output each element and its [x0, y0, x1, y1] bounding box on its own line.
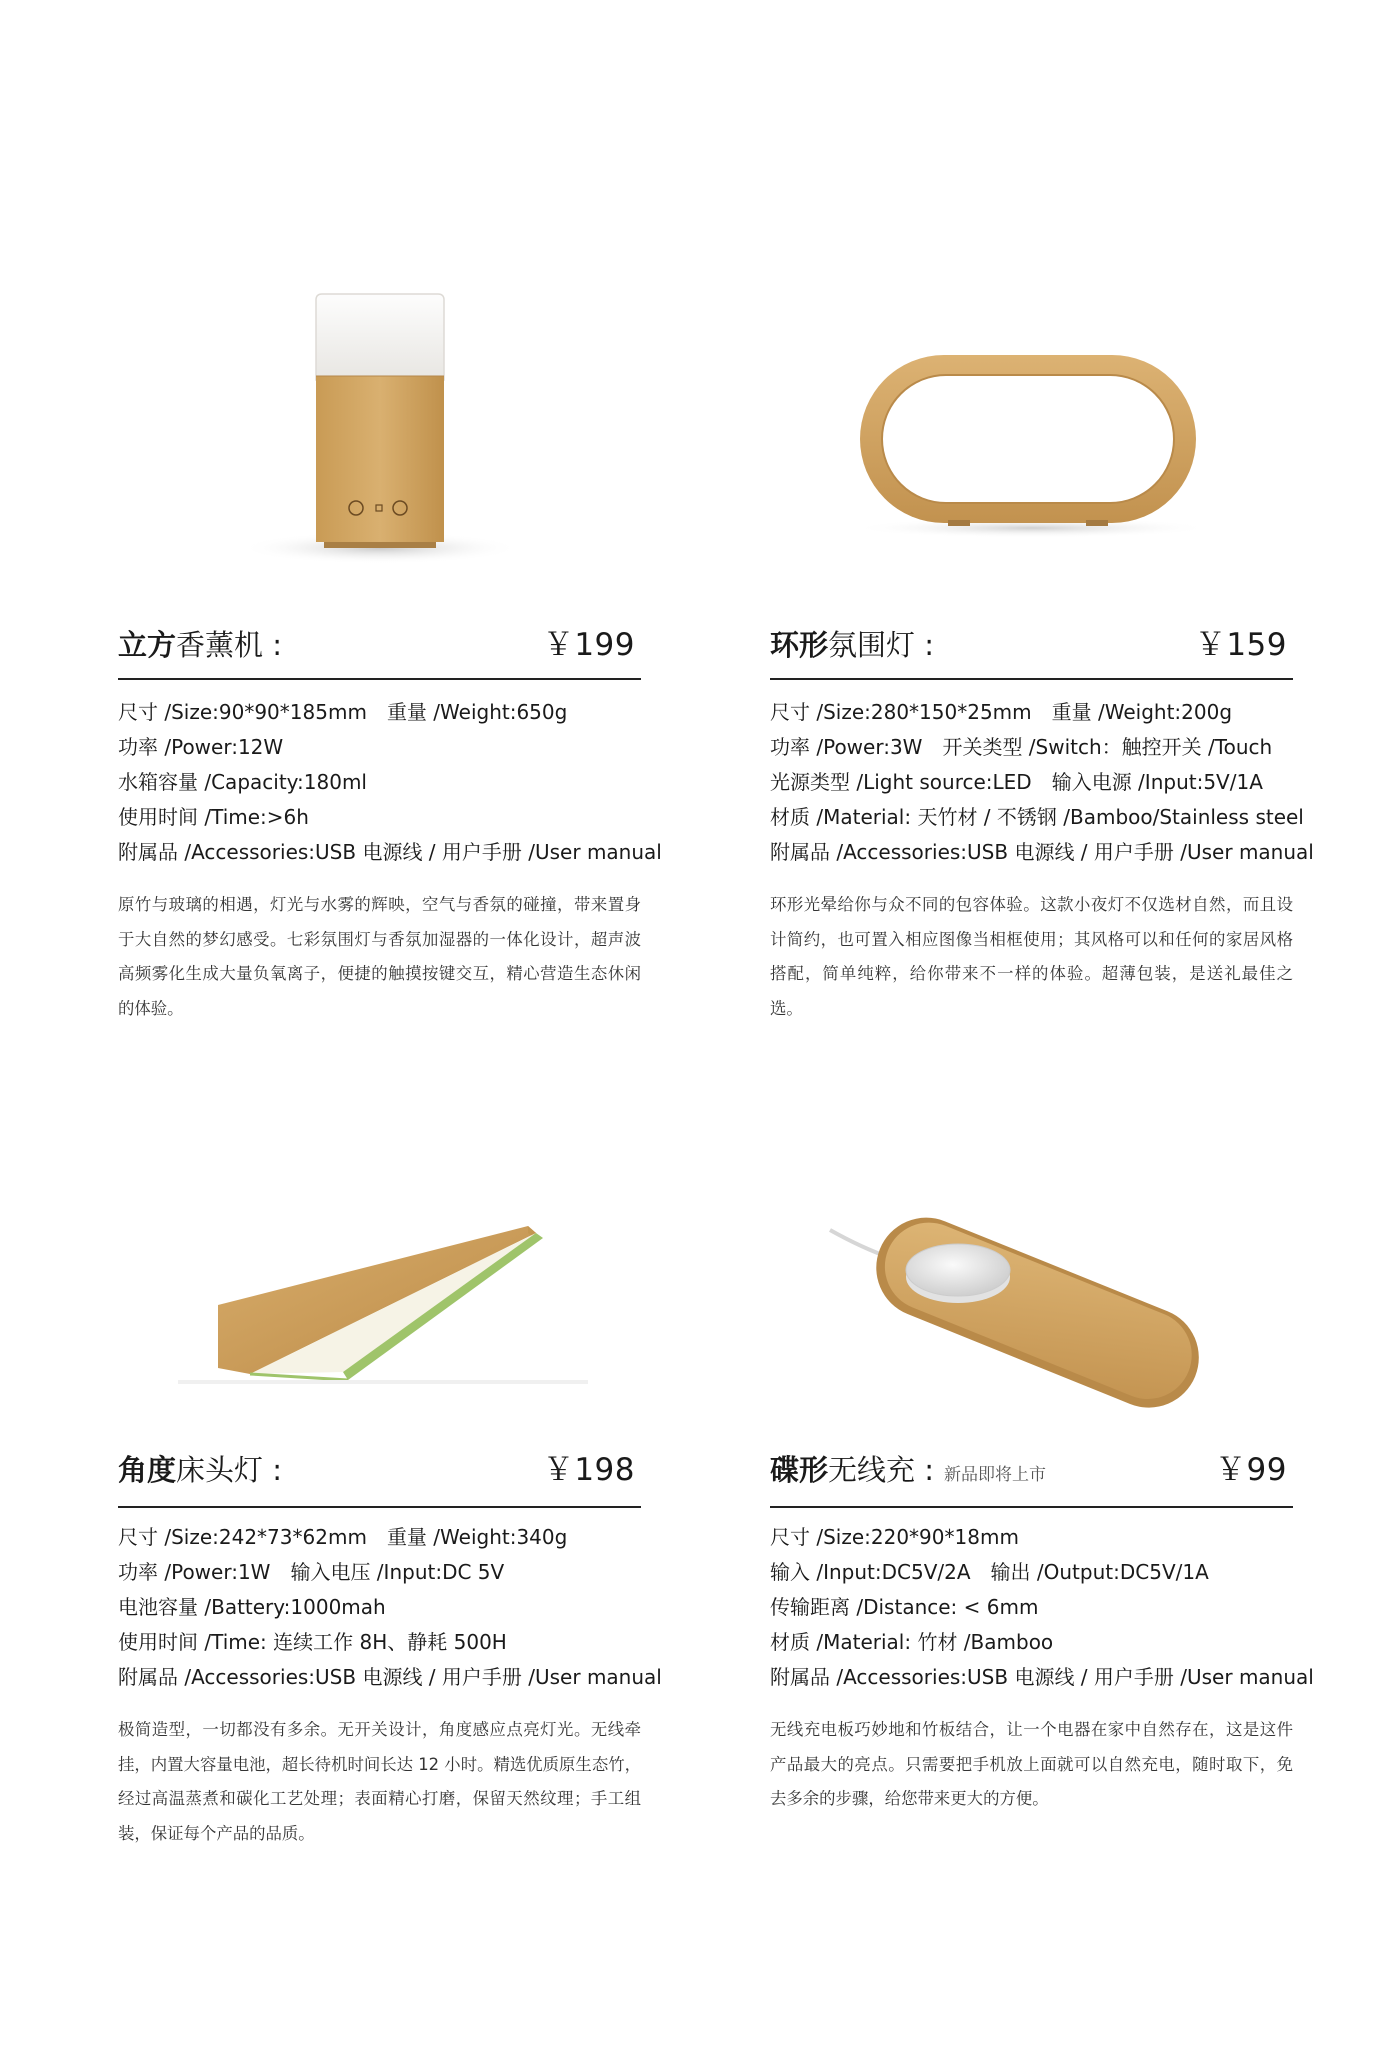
spec-line: 使用时间 /Time: 连续工作 8H、静耗 500H [118, 1630, 507, 1654]
spec-list [770, 695, 1314, 870]
spec-line: 水箱容量 /Capacity:180ml [118, 770, 367, 794]
product-title: 碟形无线充 : 新品即将上市 [770, 1453, 1047, 1487]
divider [118, 678, 641, 680]
product-price: ￥99 [1215, 1452, 1287, 1488]
product-title-row [770, 620, 1293, 670]
spec-line: 功率 /Power:1W 输入电压 /Input:DC 5V [118, 1560, 505, 1584]
spec-list [770, 1520, 1314, 1695]
spec-line: 功率 /Power:3W 开关类型 /Switch：触控开关 /Touch [770, 735, 1273, 759]
spec-line: 尺寸 /Size:280*150*25mm 重量 /Weight:200g [770, 700, 1233, 724]
product-title-row [118, 1445, 641, 1495]
spec-line: 传输距离 /Distance: < 6mm [770, 1595, 1039, 1619]
product-title-row [770, 1445, 1293, 1495]
divider [770, 678, 1293, 680]
spec-line: 输入 /Input:DC5V/2A 输出 /Output:DC5V/1A [770, 1560, 1209, 1584]
divider [118, 1506, 641, 1508]
spec-line: 材质 /Material: 天竹材 / 不锈钢 /Bamboo/Stainless steel [770, 805, 1304, 829]
aroma-diffuser-image [118, 280, 641, 580]
product-price: ￥159 [1194, 627, 1287, 663]
product-price: ￥198 [542, 1452, 635, 1488]
product-description: 环形光晕给你与众不同的包容体验。这款小夜灯不仅选材自然，而且设计简约，也可置入相应图像当相框使用；其风格可以和任何的家居风格搭配，简单纯粹，给你带来不一样的体验。超薄包装，是送礼最佳之选。 [770, 895, 1293, 1018]
product-title: 立方香薰机 : [118, 628, 283, 662]
spec-line: 尺寸 /Size:242*73*62mm 重量 /Weight:340g [118, 1525, 568, 1549]
spec-line: 尺寸 /Size:90*90*185mm 重量 /Weight:650g [118, 700, 568, 724]
spec-line: 光源类型 /Light source:LED 输入电源 /Input:5V/1A [770, 770, 1263, 794]
product-price: ￥199 [542, 627, 635, 663]
product-description: 原竹与玻璃的相遇，灯光与水雾的辉映，空气与香氛的碰撞，带来置身于大自然的梦幻感受。七彩氛围灯与香氛加湿器的一体化设计，超声波高频雾化生成大量负氧离子，便捷的触摸按键交互，精心营造生态休闲的体验。 [118, 895, 641, 1018]
spec-line: 功率 /Power:12W [118, 735, 284, 759]
wireless-charger-tray-image [770, 1140, 1293, 1440]
spec-line: 材质 /Material: 竹材 /Bamboo [770, 1630, 1054, 1654]
product-description: 无线充电板巧妙地和竹板结合，让一个电器在家中自然存在，这是这件产品最大的亮点。只需要把手机放上面就可以自然充电，随时取下，免去多余的步骤，给您带来更大的方便。 [770, 1720, 1293, 1808]
spec-line: 电池容量 /Battery:1000mah [118, 1595, 386, 1619]
product-title: 环形氛围灯 : [770, 628, 935, 662]
spec-line: 附属品 /Accessories:USB 电源线 / 用户手册 /User manual [770, 1665, 1314, 1689]
spec-list [118, 695, 662, 870]
product-title: 角度床头灯 : [118, 1453, 283, 1487]
divider [770, 1506, 1293, 1508]
product-description: 极简造型，一切都没有多余。无开关设计，角度感应点亮灯光。无线牵挂，内置大容量电池，超长待机时间长达 12 小时。精选优质原生态竹，经过高温蒸煮和碳化工艺处理；表面精心打磨，保留天然纹理；手工组装，保证每个产品的品质。 [118, 1720, 641, 1843]
spec-line: 附属品 /Accessories:USB 电源线 / 用户手册 /User manual [118, 1665, 662, 1689]
angle-bedside-lamp-image [118, 1140, 641, 1440]
ring-lamp-image [770, 280, 1293, 580]
coming-soon-note: 新品即将上市 [944, 1464, 1047, 1485]
spec-line: 尺寸 /Size:220*90*18mm [770, 1525, 1019, 1549]
spec-line: 附属品 /Accessories:USB 电源线 / 用户手册 /User manual [770, 840, 1314, 864]
spec-line: 附属品 /Accessories:USB 电源线 / 用户手册 /User manual [118, 840, 662, 864]
spec-line: 使用时间 /Time:>6h [118, 805, 309, 829]
spec-list [118, 1520, 662, 1695]
product-title-row [118, 620, 641, 670]
